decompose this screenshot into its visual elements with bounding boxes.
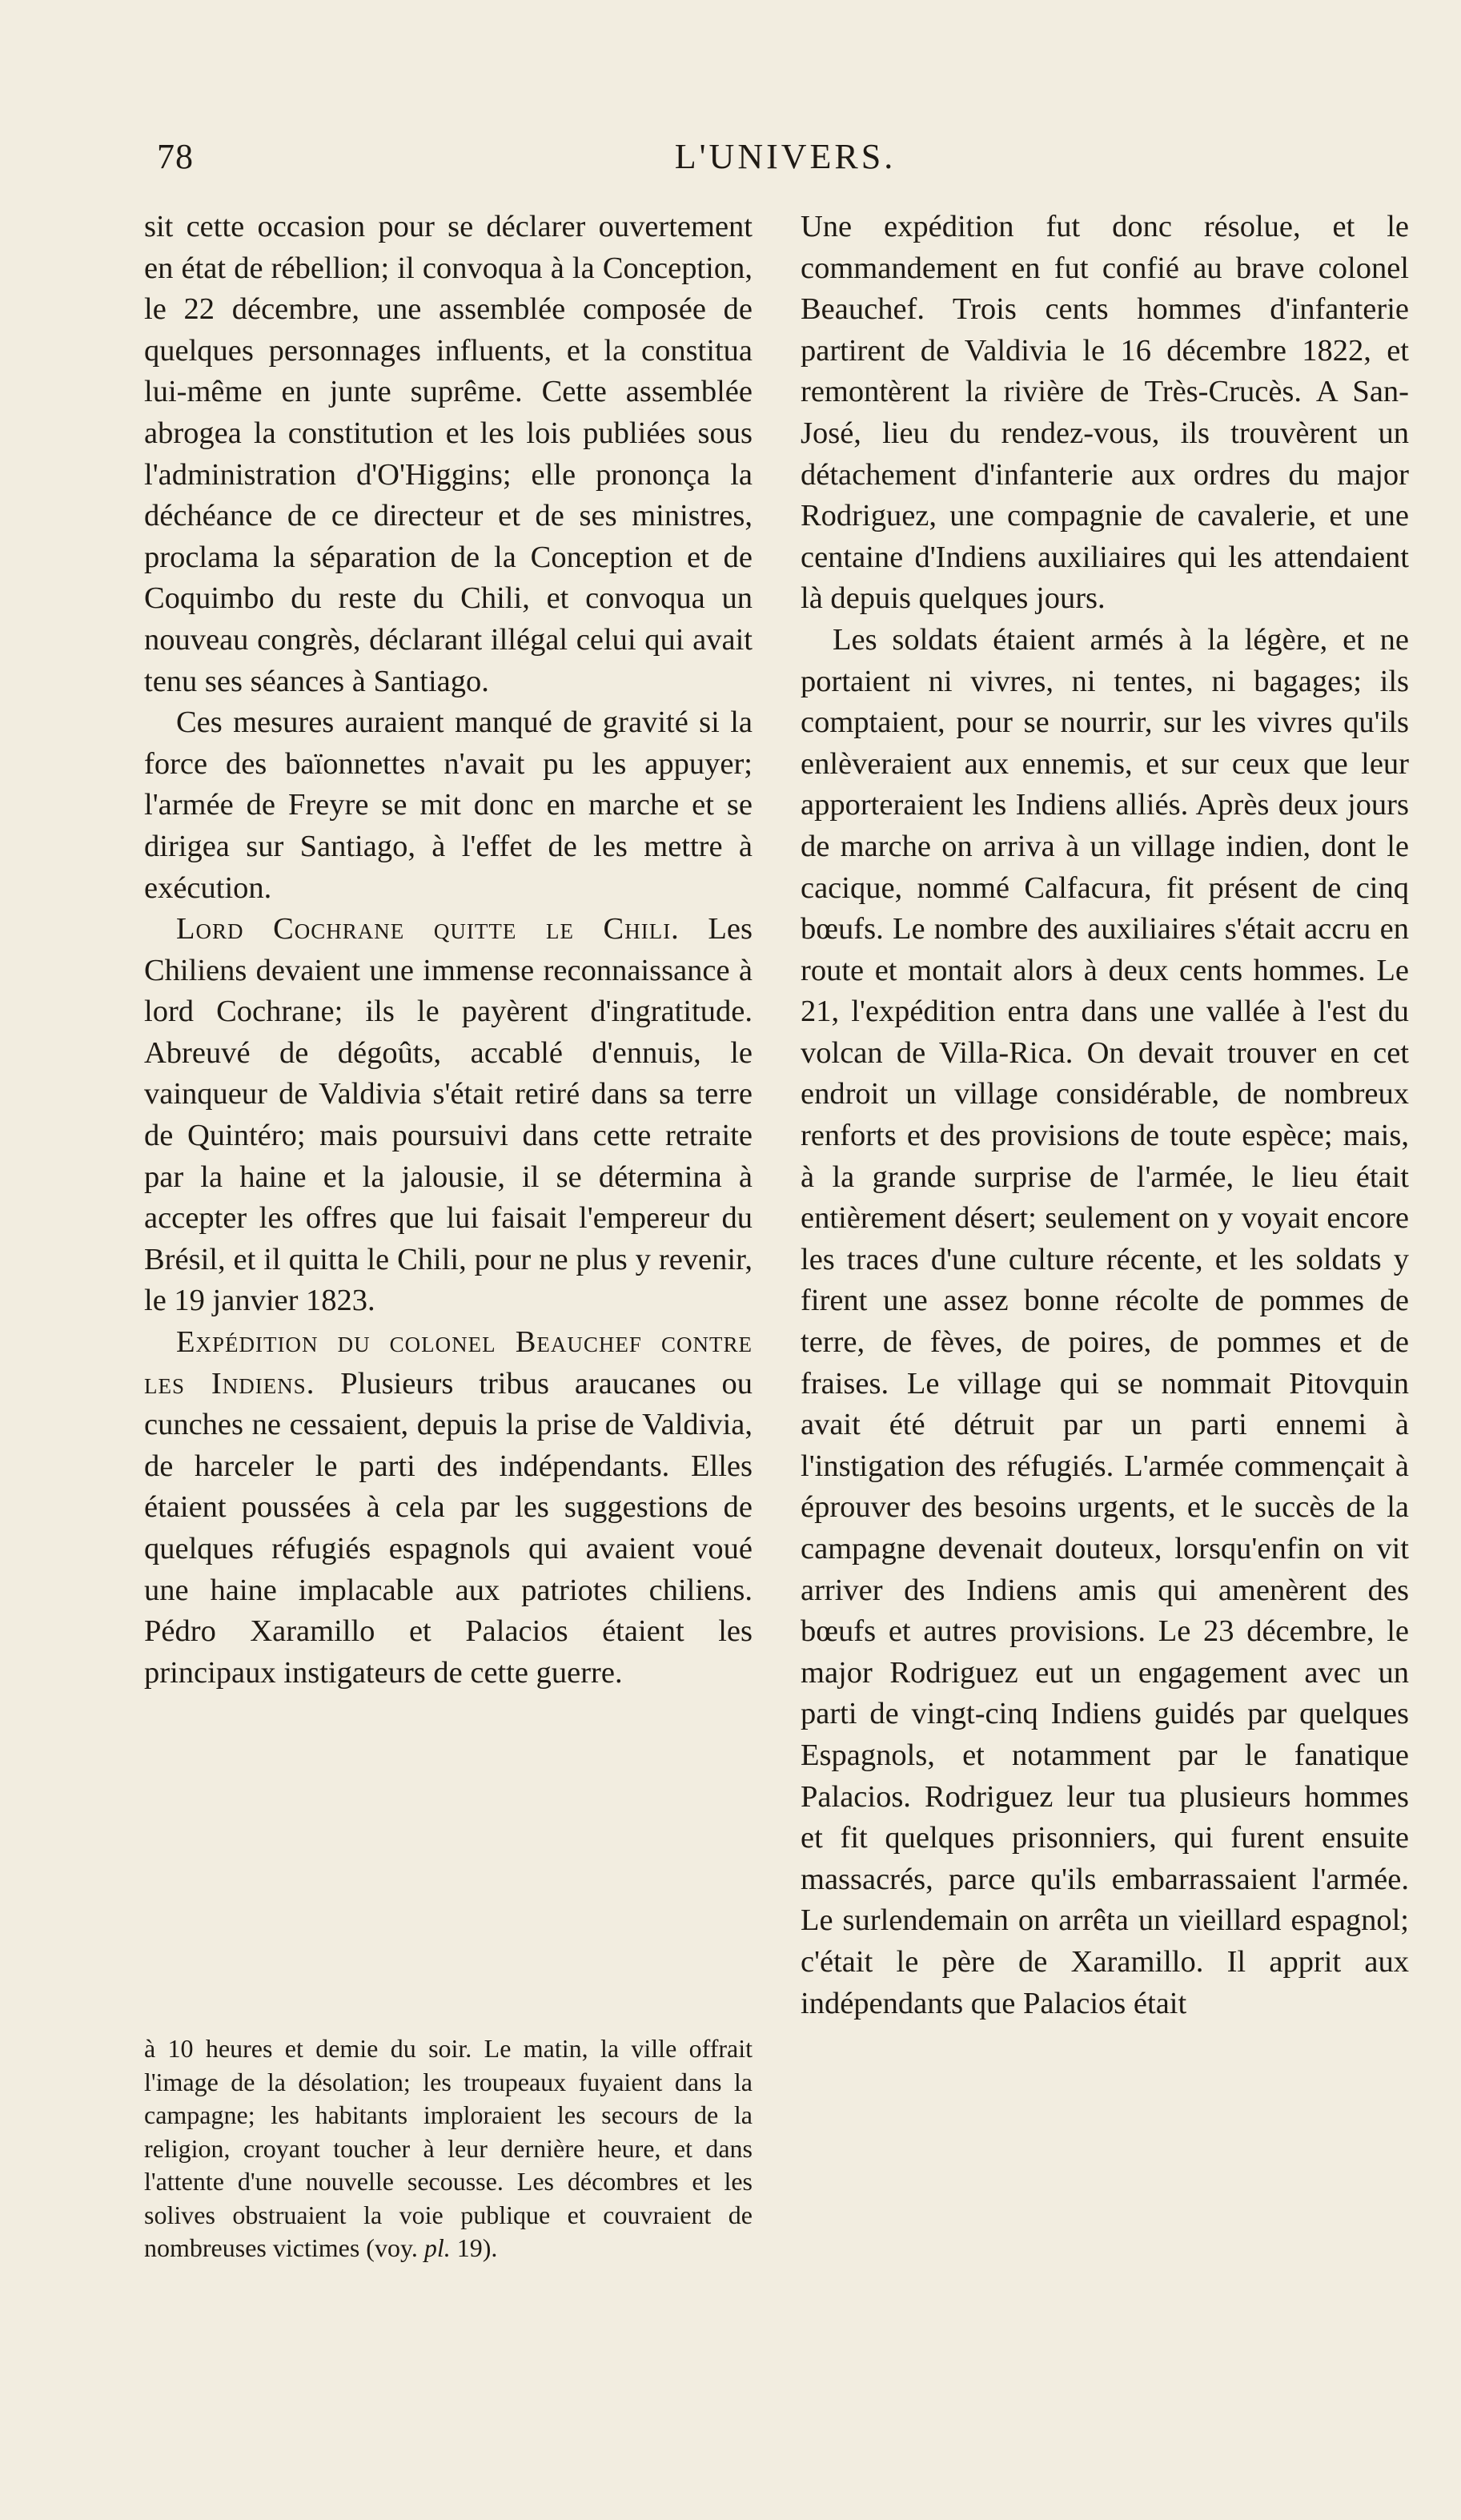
- left-column-text: [144, 207, 753, 1694]
- paragraph: sit cette occasion pour se déclarer ouvertement en état de rébellion; il convoqua à la Conception, le 22 décembre, une assemblée composée de quelques personnages influents, et la constitua lui-même en junte suprême. Cette assemblée abrogea la constitution et les lois publiées sous l'administration d'O'Higgins; elle prononça la déchéance de ce directeur et de ses ministres, proclama la séparation de la Conception et de Coquimbo du reste du Chili, et convoqua un nouveau congrès, déclarant illégal celui qui avait tenu ses séances à Santiago.: [144, 210, 753, 698]
- section-paragraph: [144, 909, 753, 1322]
- right-column-text: [801, 207, 1409, 2361]
- paragraph: Une expédition fut donc résolue, et le commandement en fut confié au brave colonel Beauchef. Trois cents hommes d'infanterie partirent de Valdivia le 16 décembre 1822, et remontèrent la rivière de Très-Crucès. A San-José, lieu du rendez-vous, ils trouvèrent un détachement d'infanterie aux ordres du major Rodriguez, une compagnie de cavalerie, et une centaine d'Indiens auxiliaires qui les attendaient là depuis quelques jours.: [801, 210, 1409, 616]
- section-paragraph: [144, 1322, 753, 1694]
- footnote-plate-abbrev: pl.: [423, 2233, 451, 2262]
- page-header: [157, 136, 1414, 192]
- left-column: [144, 207, 753, 1694]
- footnote: [144, 2032, 753, 2265]
- paragraph: Ces mesures auraient manqué de gravité si la force des baïonnettes n'avait pu les appuyer; l'armée de Freyre se mit donc en marche et se dirigea sur Santiago, à l'effet de les mettre à exécution.: [144, 705, 753, 905]
- section-heading: Lord Cochrane quitte le Chili.: [176, 912, 680, 947]
- paragraph-text: Plusieurs tribus araucanes ou cunches ne cessaient, depuis la prise de Valdivia, de harceler le parti des indépendants. Elles étaient poussées à cela par les suggestions de quelques réfugiés espagnols qui avaient voué une haine implacable aux patriotes chiliens. Pédro Xaramillo et Palacios étaient les principaux instigateurs de cette guerre.: [144, 1366, 753, 1690]
- paragraph-text: Les Chiliens devaient une immense reconnaissance à lord Cochrane; ils le payèrent d'ingratitude. Abreuvé de dégoûts, accablé d'ennuis, le vainqueur de Valdivia s'était retiré dans sa terre de Quintéro; mais poursuivi dans cette retraite par la haine et la jalousie, il se détermina à accepter les offres que lui faisait l'empereur du Brésil, et il quitta le Chili, pour ne plus y revenir, le 19 janvier 1823.: [144, 912, 753, 1318]
- footnote-text: à 10 heures et demie du soir. Le matin, la ville offrait l'image de la désolation; les troupeaux fuyaient dans la campagne; les habitants imploraient les secours de la religion, croyant toucher à leur dernière heure, et dans l'attente d'une nouvelle secousse. Les décombres et les solives obstruaient la voie publique et couvraient de nombreuses victimes (voy.: [144, 2034, 753, 2262]
- footnote-plate-number: 19).: [456, 2233, 498, 2262]
- page-number: 78: [157, 137, 194, 176]
- section-heading: Expédition du colonel Beauchef contre les Indiens.: [144, 1325, 753, 1401]
- right-column: [801, 207, 1409, 2361]
- paragraph: Les soldats étaient armés à la légère, et ne portaient ni vivres, ni tentes, ni bagages; ils comptaient, pour se nourrir, sur les vivres qu'ils enlèveraient aux ennemis, et sur ceux que leur apporteraient les Indiens alliés. Après deux jours de marche on arriva à un village indien, dont le cacique, nommé Calfacura, fit présent de cinq bœufs. Le nombre des auxiliaires s'était accru en route et montait alors à deux cents hommes. Le 21, l'expédition entra dans une vallée à l'est du volcan de Villa-Rica. On devait trouver en cet endroit un village considérable, de nombreux renforts et des provisions de toute espèce; mais, à la grande surprise de l'armée, le lieu était entièrement désert; seulement on y voyait encore les traces d'une culture récente, et les soldats y firent une assez bonne récolte de pommes de terre, de fèves, de poires, de pommes et de fraises. Le village qui se nommait Pitovquin avait été détruit par un parti ennemi à l'instigation des réfugiés. L'armée commençait à éprouver des besoins urgents, et le succès de la campagne devenait douteux, lorsqu'enfin on vit arriver des Indiens amis qui amenèrent des bœufs et autres provisions. Le 23 décembre, le major Rodriguez eut un engagement avec un parti de vingt-cinq Indiens guidés par quelques Espagnols, et notamment par le fanatique Palacios. Rodriguez leur tua plusieurs hommes et fit quelques prisonniers, qui furent ensuite massacrés, parce qu'ils embarrassaient l'armée. Le surlendemain on arrêta un vieillard espagnol; c'était le père de Xaramillo. Il apprit aux indépendants que Palacios était: [801, 622, 1409, 2020]
- running-title: L'UNIVERS.: [674, 137, 897, 176]
